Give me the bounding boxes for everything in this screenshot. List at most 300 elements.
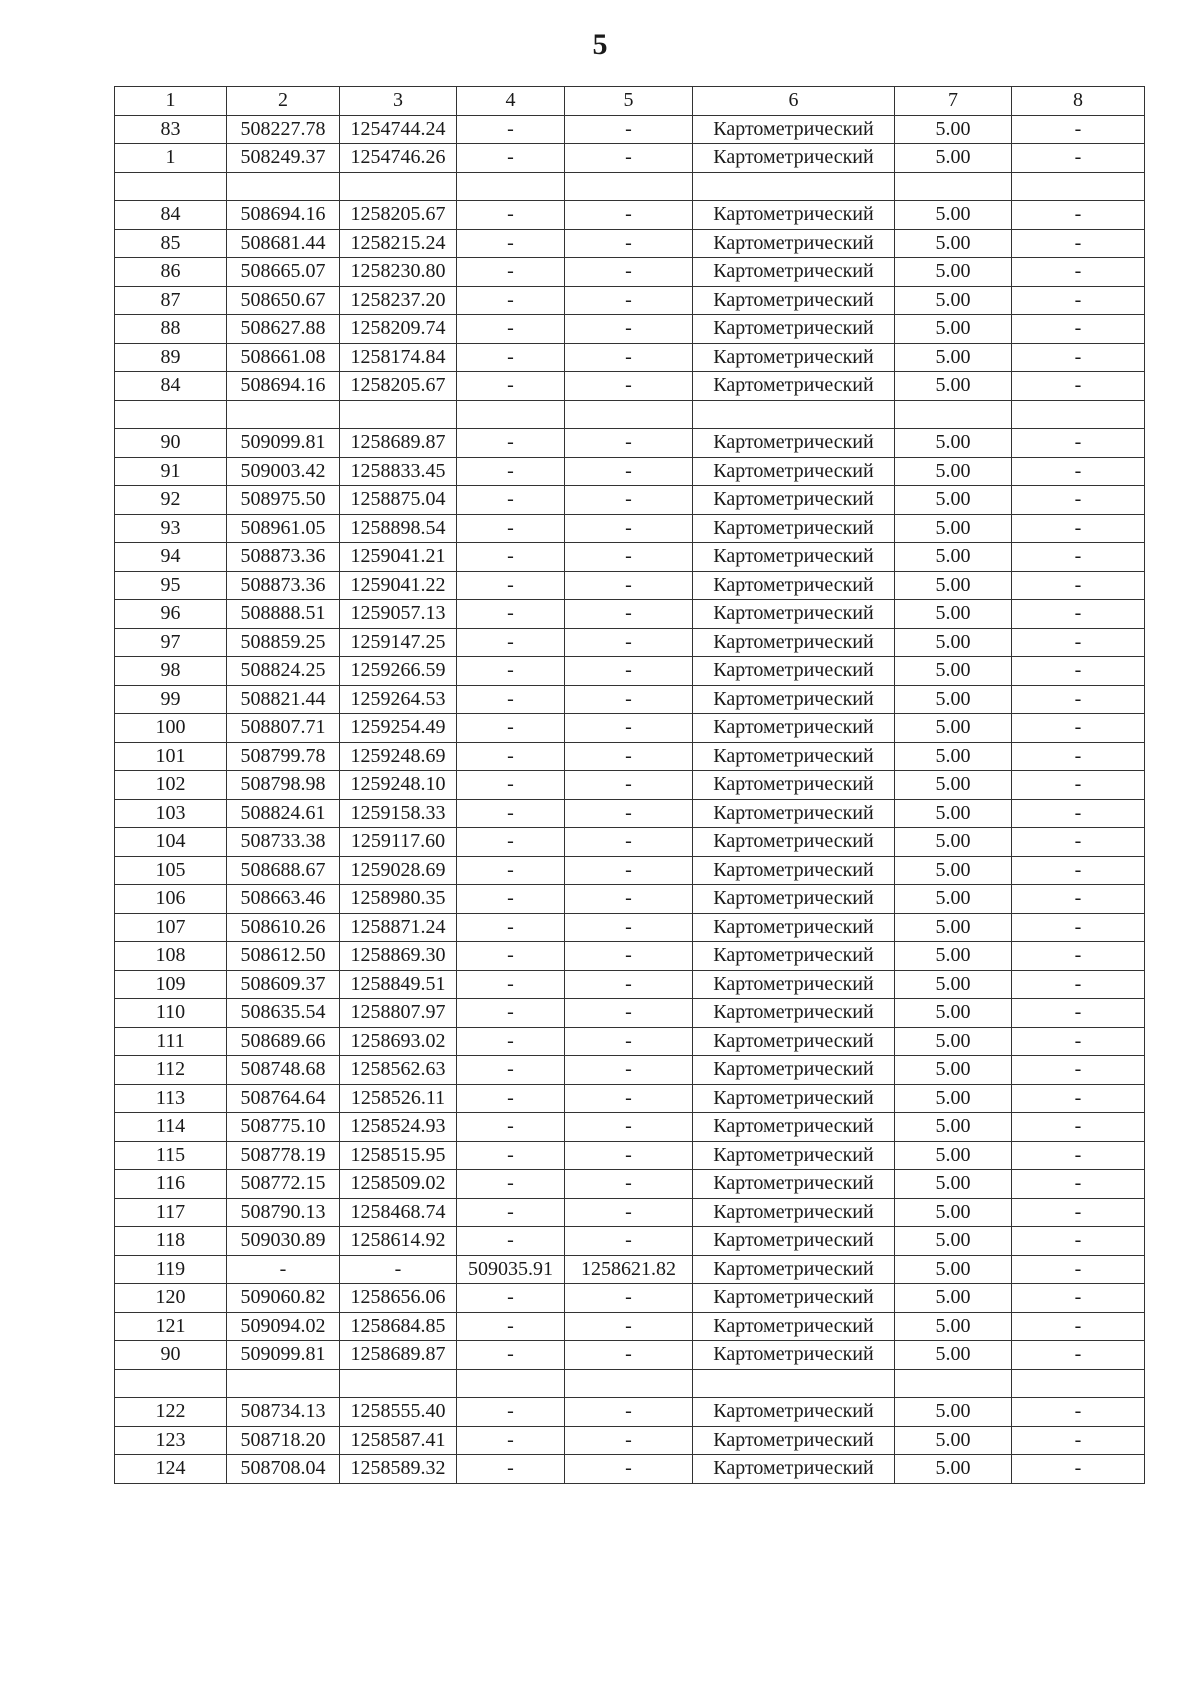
method-cell: Картометрический: [693, 1141, 895, 1170]
accuracy-cell: 5.00: [895, 1255, 1012, 1284]
method-cell: Картометрический: [693, 771, 895, 800]
point-number-cell: 84: [115, 201, 227, 230]
coord-y-cell: 1258871.24: [340, 913, 457, 942]
coord-x-cell: 508888.51: [227, 600, 340, 629]
coord-y-cell: 1259158.33: [340, 799, 457, 828]
page-number: 5: [592, 28, 608, 61]
description-cell: -: [1012, 999, 1145, 1028]
new-coord-y-cell: -: [565, 229, 693, 258]
new-coord-y-cell: -: [565, 628, 693, 657]
new-coord-x-cell: -: [457, 115, 565, 144]
table-row: [115, 942, 1145, 971]
method-cell: Картометрический: [693, 457, 895, 486]
description-cell: -: [1012, 1056, 1145, 1085]
description-cell: -: [1012, 1227, 1145, 1256]
description-cell: -: [1012, 885, 1145, 914]
new-coord-x-cell: -: [457, 628, 565, 657]
accuracy-cell: 5.00: [895, 970, 1012, 999]
point-number-cell: 124: [115, 1455, 227, 1484]
description-cell: [1012, 172, 1145, 201]
table-row: [115, 1113, 1145, 1142]
new-coord-x-cell: -: [457, 600, 565, 629]
coord-y-cell: 1258898.54: [340, 514, 457, 543]
coord-y-cell: 1258524.93: [340, 1113, 457, 1142]
coord-y-cell: [340, 172, 457, 201]
new-coord-y-cell: -: [565, 571, 693, 600]
coord-x-cell: 508612.50: [227, 942, 340, 971]
method-cell: Картометрический: [693, 685, 895, 714]
table-row: [115, 771, 1145, 800]
method-cell: Картометрический: [693, 372, 895, 401]
column-header: 7: [895, 87, 1012, 116]
coord-x-cell: 509099.81: [227, 429, 340, 458]
new-coord-y-cell: -: [565, 201, 693, 230]
point-number-cell: 98: [115, 657, 227, 686]
coord-x-cell: [227, 400, 340, 429]
coord-y-cell: 1258849.51: [340, 970, 457, 999]
point-number-cell: 95: [115, 571, 227, 600]
accuracy-cell: 5.00: [895, 201, 1012, 230]
coord-x-cell: 508778.19: [227, 1141, 340, 1170]
new-coord-x-cell: -: [457, 201, 565, 230]
separator-row: [115, 400, 1145, 429]
point-number-cell: 116: [115, 1170, 227, 1199]
new-coord-x-cell: -: [457, 742, 565, 771]
method-cell: Картометрический: [693, 1198, 895, 1227]
new-coord-y-cell: -: [565, 1312, 693, 1341]
accuracy-cell: 5.00: [895, 315, 1012, 344]
new-coord-x-cell: [457, 172, 565, 201]
description-cell: -: [1012, 258, 1145, 287]
accuracy-cell: 5.00: [895, 543, 1012, 572]
coord-x-cell: 508708.04: [227, 1455, 340, 1484]
new-coord-y-cell: -: [565, 913, 693, 942]
coord-y-cell: 1258515.95: [340, 1141, 457, 1170]
table-row: [115, 286, 1145, 315]
accuracy-cell: 5.00: [895, 828, 1012, 857]
coord-x-cell: 509099.81: [227, 1341, 340, 1370]
description-cell: -: [1012, 1113, 1145, 1142]
new-coord-y-cell: -: [565, 1455, 693, 1484]
table-row: [115, 514, 1145, 543]
table-row: [115, 657, 1145, 686]
new-coord-y-cell: -: [565, 1198, 693, 1227]
coord-y-cell: 1258833.45: [340, 457, 457, 486]
table-header-row: [115, 87, 1145, 116]
coord-x-cell: 508961.05: [227, 514, 340, 543]
point-number-cell: 103: [115, 799, 227, 828]
accuracy-cell: 5.00: [895, 486, 1012, 515]
accuracy-cell: [895, 172, 1012, 201]
new-coord-y-cell: -: [565, 543, 693, 572]
description-cell: -: [1012, 486, 1145, 515]
new-coord-x-cell: -: [457, 571, 565, 600]
description-cell: -: [1012, 343, 1145, 372]
coord-x-cell: 508650.67: [227, 286, 340, 315]
new-coord-x-cell: -: [457, 1198, 565, 1227]
new-coord-y-cell: -: [565, 885, 693, 914]
point-number-cell: [115, 1369, 227, 1398]
new-coord-x-cell: -: [457, 372, 565, 401]
coord-y-cell: 1258693.02: [340, 1027, 457, 1056]
method-cell: Картометрический: [693, 1255, 895, 1284]
point-number-cell: [115, 172, 227, 201]
accuracy-cell: 5.00: [895, 1027, 1012, 1056]
new-coord-y-cell: -: [565, 771, 693, 800]
point-number-cell: 117: [115, 1198, 227, 1227]
new-coord-x-cell: -: [457, 1056, 565, 1085]
new-coord-x-cell: -: [457, 1141, 565, 1170]
new-coord-x-cell: -: [457, 1027, 565, 1056]
coord-x-cell: 508609.37: [227, 970, 340, 999]
description-cell: -: [1012, 144, 1145, 173]
accuracy-cell: 5.00: [895, 1398, 1012, 1427]
method-cell: [693, 400, 895, 429]
accuracy-cell: 5.00: [895, 1312, 1012, 1341]
coord-y-cell: 1258656.06: [340, 1284, 457, 1313]
new-coord-y-cell: -: [565, 970, 693, 999]
new-coord-y-cell: -: [565, 742, 693, 771]
accuracy-cell: 5.00: [895, 1056, 1012, 1085]
accuracy-cell: 5.00: [895, 1113, 1012, 1142]
table-row: [115, 1198, 1145, 1227]
table-row: [115, 999, 1145, 1028]
new-coord-y-cell: -: [565, 1141, 693, 1170]
new-coord-x-cell: -: [457, 828, 565, 857]
method-cell: Картометрический: [693, 144, 895, 173]
table-row: [115, 543, 1145, 572]
accuracy-cell: 5.00: [895, 600, 1012, 629]
method-cell: Картометрический: [693, 429, 895, 458]
table-row: [115, 1084, 1145, 1113]
coord-y-cell: 1258869.30: [340, 942, 457, 971]
coord-x-cell: 508610.26: [227, 913, 340, 942]
coord-x-cell: 508775.10: [227, 1113, 340, 1142]
method-cell: Картометрический: [693, 913, 895, 942]
coord-y-cell: 1258562.63: [340, 1056, 457, 1085]
coord-x-cell: 508859.25: [227, 628, 340, 657]
method-cell: Картометрический: [693, 201, 895, 230]
coord-y-cell: 1258614.92: [340, 1227, 457, 1256]
new-coord-x-cell: -: [457, 1398, 565, 1427]
description-cell: -: [1012, 286, 1145, 315]
coord-x-cell: 508663.46: [227, 885, 340, 914]
point-number-cell: 105: [115, 856, 227, 885]
table-body: [115, 87, 1145, 1484]
new-coord-y-cell: -: [565, 372, 693, 401]
coord-y-cell: 1258689.87: [340, 429, 457, 458]
accuracy-cell: 5.00: [895, 286, 1012, 315]
point-number-cell: 96: [115, 600, 227, 629]
accuracy-cell: 5.00: [895, 685, 1012, 714]
method-cell: Картометрический: [693, 1113, 895, 1142]
point-number-cell: 113: [115, 1084, 227, 1113]
new-coord-x-cell: -: [457, 913, 565, 942]
column-header: 5: [565, 87, 693, 116]
new-coord-y-cell: -: [565, 315, 693, 344]
method-cell: [693, 1369, 895, 1398]
new-coord-y-cell: -: [565, 343, 693, 372]
description-cell: -: [1012, 229, 1145, 258]
method-cell: Картометрический: [693, 1426, 895, 1455]
coord-y-cell: 1258587.41: [340, 1426, 457, 1455]
table-row: [115, 144, 1145, 173]
point-number-cell: 114: [115, 1113, 227, 1142]
new-coord-x-cell: -: [457, 543, 565, 572]
accuracy-cell: 5.00: [895, 942, 1012, 971]
accuracy-cell: 5.00: [895, 885, 1012, 914]
accuracy-cell: 5.00: [895, 571, 1012, 600]
coord-x-cell: 508873.36: [227, 543, 340, 572]
coord-x-cell: 508824.25: [227, 657, 340, 686]
new-coord-x-cell: -: [457, 1227, 565, 1256]
description-cell: -: [1012, 429, 1145, 458]
new-coord-x-cell: -: [457, 457, 565, 486]
new-coord-y-cell: -: [565, 1084, 693, 1113]
new-coord-y-cell: -: [565, 1426, 693, 1455]
new-coord-y-cell: -: [565, 1284, 693, 1313]
table-row: [115, 315, 1145, 344]
new-coord-y-cell: -: [565, 828, 693, 857]
table-row: [115, 1170, 1145, 1199]
coord-y-cell: 1258237.20: [340, 286, 457, 315]
accuracy-cell: 5.00: [895, 514, 1012, 543]
point-number-cell: 118: [115, 1227, 227, 1256]
point-number-cell: [115, 400, 227, 429]
coord-x-cell: 508694.16: [227, 201, 340, 230]
coord-x-cell: 508975.50: [227, 486, 340, 515]
column-header: 6: [693, 87, 895, 116]
method-cell: Картометрический: [693, 571, 895, 600]
new-coord-x-cell: -: [457, 657, 565, 686]
coord-y-cell: 1258589.32: [340, 1455, 457, 1484]
point-number-cell: 100: [115, 714, 227, 743]
coord-y-cell: 1259028.69: [340, 856, 457, 885]
new-coord-x-cell: -: [457, 1113, 565, 1142]
new-coord-y-cell: -: [565, 457, 693, 486]
description-cell: -: [1012, 514, 1145, 543]
coord-x-cell: 508627.88: [227, 315, 340, 344]
method-cell: Картометрический: [693, 628, 895, 657]
coord-x-cell: 508718.20: [227, 1426, 340, 1455]
description-cell: -: [1012, 714, 1145, 743]
point-number-cell: 97: [115, 628, 227, 657]
table-row: [115, 372, 1145, 401]
method-cell: Картометрический: [693, 1455, 895, 1484]
new-coord-x-cell: -: [457, 1284, 565, 1313]
coord-x-cell: 508764.64: [227, 1084, 340, 1113]
description-cell: -: [1012, 600, 1145, 629]
point-number-cell: 1: [115, 144, 227, 173]
accuracy-cell: 5.00: [895, 1284, 1012, 1313]
point-number-cell: 106: [115, 885, 227, 914]
description-cell: -: [1012, 1455, 1145, 1484]
accuracy-cell: 5.00: [895, 628, 1012, 657]
point-number-cell: 110: [115, 999, 227, 1028]
coord-x-cell: 509094.02: [227, 1312, 340, 1341]
description-cell: -: [1012, 1255, 1145, 1284]
method-cell: Картометрический: [693, 315, 895, 344]
point-number-cell: 123: [115, 1426, 227, 1455]
point-number-cell: 112: [115, 1056, 227, 1085]
new-coord-y-cell: -: [565, 600, 693, 629]
method-cell: Картометрический: [693, 286, 895, 315]
table-row: [115, 1426, 1145, 1455]
description-cell: -: [1012, 856, 1145, 885]
description-cell: -: [1012, 543, 1145, 572]
point-number-cell: 93: [115, 514, 227, 543]
new-coord-y-cell: -: [565, 258, 693, 287]
coord-y-cell: 1259266.59: [340, 657, 457, 686]
description-cell: -: [1012, 657, 1145, 686]
accuracy-cell: 5.00: [895, 229, 1012, 258]
table-row: [115, 799, 1145, 828]
table-row: [115, 1027, 1145, 1056]
coord-y-cell: 1258875.04: [340, 486, 457, 515]
method-cell: Картометрический: [693, 1084, 895, 1113]
coord-x-cell: 509003.42: [227, 457, 340, 486]
accuracy-cell: 5.00: [895, 913, 1012, 942]
accuracy-cell: 5.00: [895, 144, 1012, 173]
coord-y-cell: 1259264.53: [340, 685, 457, 714]
coord-y-cell: 1258980.35: [340, 885, 457, 914]
table-row: [115, 1056, 1145, 1085]
coord-x-cell: 509060.82: [227, 1284, 340, 1313]
table-row: [115, 970, 1145, 999]
new-coord-x-cell: -: [457, 229, 565, 258]
table-row: [115, 1398, 1145, 1427]
accuracy-cell: 5.00: [895, 1170, 1012, 1199]
column-header: 3: [340, 87, 457, 116]
accuracy-cell: [895, 400, 1012, 429]
coord-x-cell: [227, 172, 340, 201]
coord-x-cell: 508249.37: [227, 144, 340, 173]
new-coord-y-cell: -: [565, 799, 693, 828]
description-cell: -: [1012, 1141, 1145, 1170]
table-row: [115, 885, 1145, 914]
accuracy-cell: 5.00: [895, 258, 1012, 287]
table-row: [115, 828, 1145, 857]
description-cell: -: [1012, 1312, 1145, 1341]
new-coord-x-cell: -: [457, 514, 565, 543]
description-cell: -: [1012, 799, 1145, 828]
new-coord-x-cell: -: [457, 1312, 565, 1341]
accuracy-cell: 5.00: [895, 429, 1012, 458]
coord-x-cell: 508807.71: [227, 714, 340, 743]
new-coord-x-cell: -: [457, 258, 565, 287]
table-row: [115, 486, 1145, 515]
description-cell: -: [1012, 1426, 1145, 1455]
description-cell: [1012, 1369, 1145, 1398]
description-cell: -: [1012, 1170, 1145, 1199]
table-row: [115, 571, 1145, 600]
table-row: [115, 856, 1145, 885]
accuracy-cell: 5.00: [895, 372, 1012, 401]
coord-y-cell: 1254746.26: [340, 144, 457, 173]
method-cell: [693, 172, 895, 201]
new-coord-y-cell: -: [565, 1056, 693, 1085]
accuracy-cell: 5.00: [895, 799, 1012, 828]
new-coord-x-cell: -: [457, 486, 565, 515]
accuracy-cell: 5.00: [895, 1227, 1012, 1256]
accuracy-cell: 5.00: [895, 999, 1012, 1028]
coord-y-cell: [340, 400, 457, 429]
new-coord-y-cell: -: [565, 1170, 693, 1199]
table-row: [115, 1141, 1145, 1170]
new-coord-y-cell: -: [565, 514, 693, 543]
coord-y-cell: 1258205.67: [340, 201, 457, 230]
new-coord-x-cell: -: [457, 1455, 565, 1484]
point-number-cell: 91: [115, 457, 227, 486]
new-coord-x-cell: -: [457, 1426, 565, 1455]
coord-y-cell: 1259117.60: [340, 828, 457, 857]
method-cell: Картометрический: [693, 828, 895, 857]
description-cell: -: [1012, 1027, 1145, 1056]
new-coord-x-cell: -: [457, 885, 565, 914]
method-cell: Картометрический: [693, 714, 895, 743]
coord-y-cell: 1258209.74: [340, 315, 457, 344]
new-coord-x-cell: -: [457, 315, 565, 344]
table-row: [115, 600, 1145, 629]
new-coord-x-cell: -: [457, 685, 565, 714]
coord-x-cell: 508635.54: [227, 999, 340, 1028]
coord-y-cell: 1258205.67: [340, 372, 457, 401]
method-cell: Картометрический: [693, 1170, 895, 1199]
accuracy-cell: 5.00: [895, 1198, 1012, 1227]
method-cell: Картометрический: [693, 600, 895, 629]
column-header: 4: [457, 87, 565, 116]
point-number-cell: 88: [115, 315, 227, 344]
method-cell: Картометрический: [693, 1341, 895, 1370]
new-coord-y-cell: 1258621.82: [565, 1255, 693, 1284]
new-coord-x-cell: -: [457, 999, 565, 1028]
accuracy-cell: 5.00: [895, 1084, 1012, 1113]
coord-x-cell: 508688.67: [227, 856, 340, 885]
new-coord-x-cell: -: [457, 942, 565, 971]
coord-x-cell: 508681.44: [227, 229, 340, 258]
table-row: [115, 258, 1145, 287]
new-coord-y-cell: -: [565, 429, 693, 458]
separator-row: [115, 1369, 1145, 1398]
new-coord-x-cell: -: [457, 771, 565, 800]
description-cell: [1012, 400, 1145, 429]
method-cell: Картометрический: [693, 1027, 895, 1056]
accuracy-cell: 5.00: [895, 115, 1012, 144]
coord-x-cell: 508821.44: [227, 685, 340, 714]
table-row: [115, 1455, 1145, 1484]
new-coord-y-cell: -: [565, 1398, 693, 1427]
column-header: 8: [1012, 87, 1145, 116]
table-row: [115, 1255, 1145, 1284]
new-coord-y-cell: -: [565, 1113, 693, 1142]
coord-x-cell: 508824.61: [227, 799, 340, 828]
point-number-cell: 87: [115, 286, 227, 315]
point-number-cell: 86: [115, 258, 227, 287]
new-coord-x-cell: [457, 1369, 565, 1398]
description-cell: -: [1012, 1341, 1145, 1370]
method-cell: Картометрический: [693, 885, 895, 914]
coord-x-cell: 508689.66: [227, 1027, 340, 1056]
method-cell: Картометрический: [693, 115, 895, 144]
method-cell: Картометрический: [693, 1284, 895, 1313]
coord-y-cell: 1254744.24: [340, 115, 457, 144]
new-coord-y-cell: -: [565, 115, 693, 144]
point-number-cell: 84: [115, 372, 227, 401]
table-row: [115, 628, 1145, 657]
method-cell: Картометрический: [693, 1312, 895, 1341]
method-cell: Картометрический: [693, 486, 895, 515]
new-coord-y-cell: -: [565, 999, 693, 1028]
